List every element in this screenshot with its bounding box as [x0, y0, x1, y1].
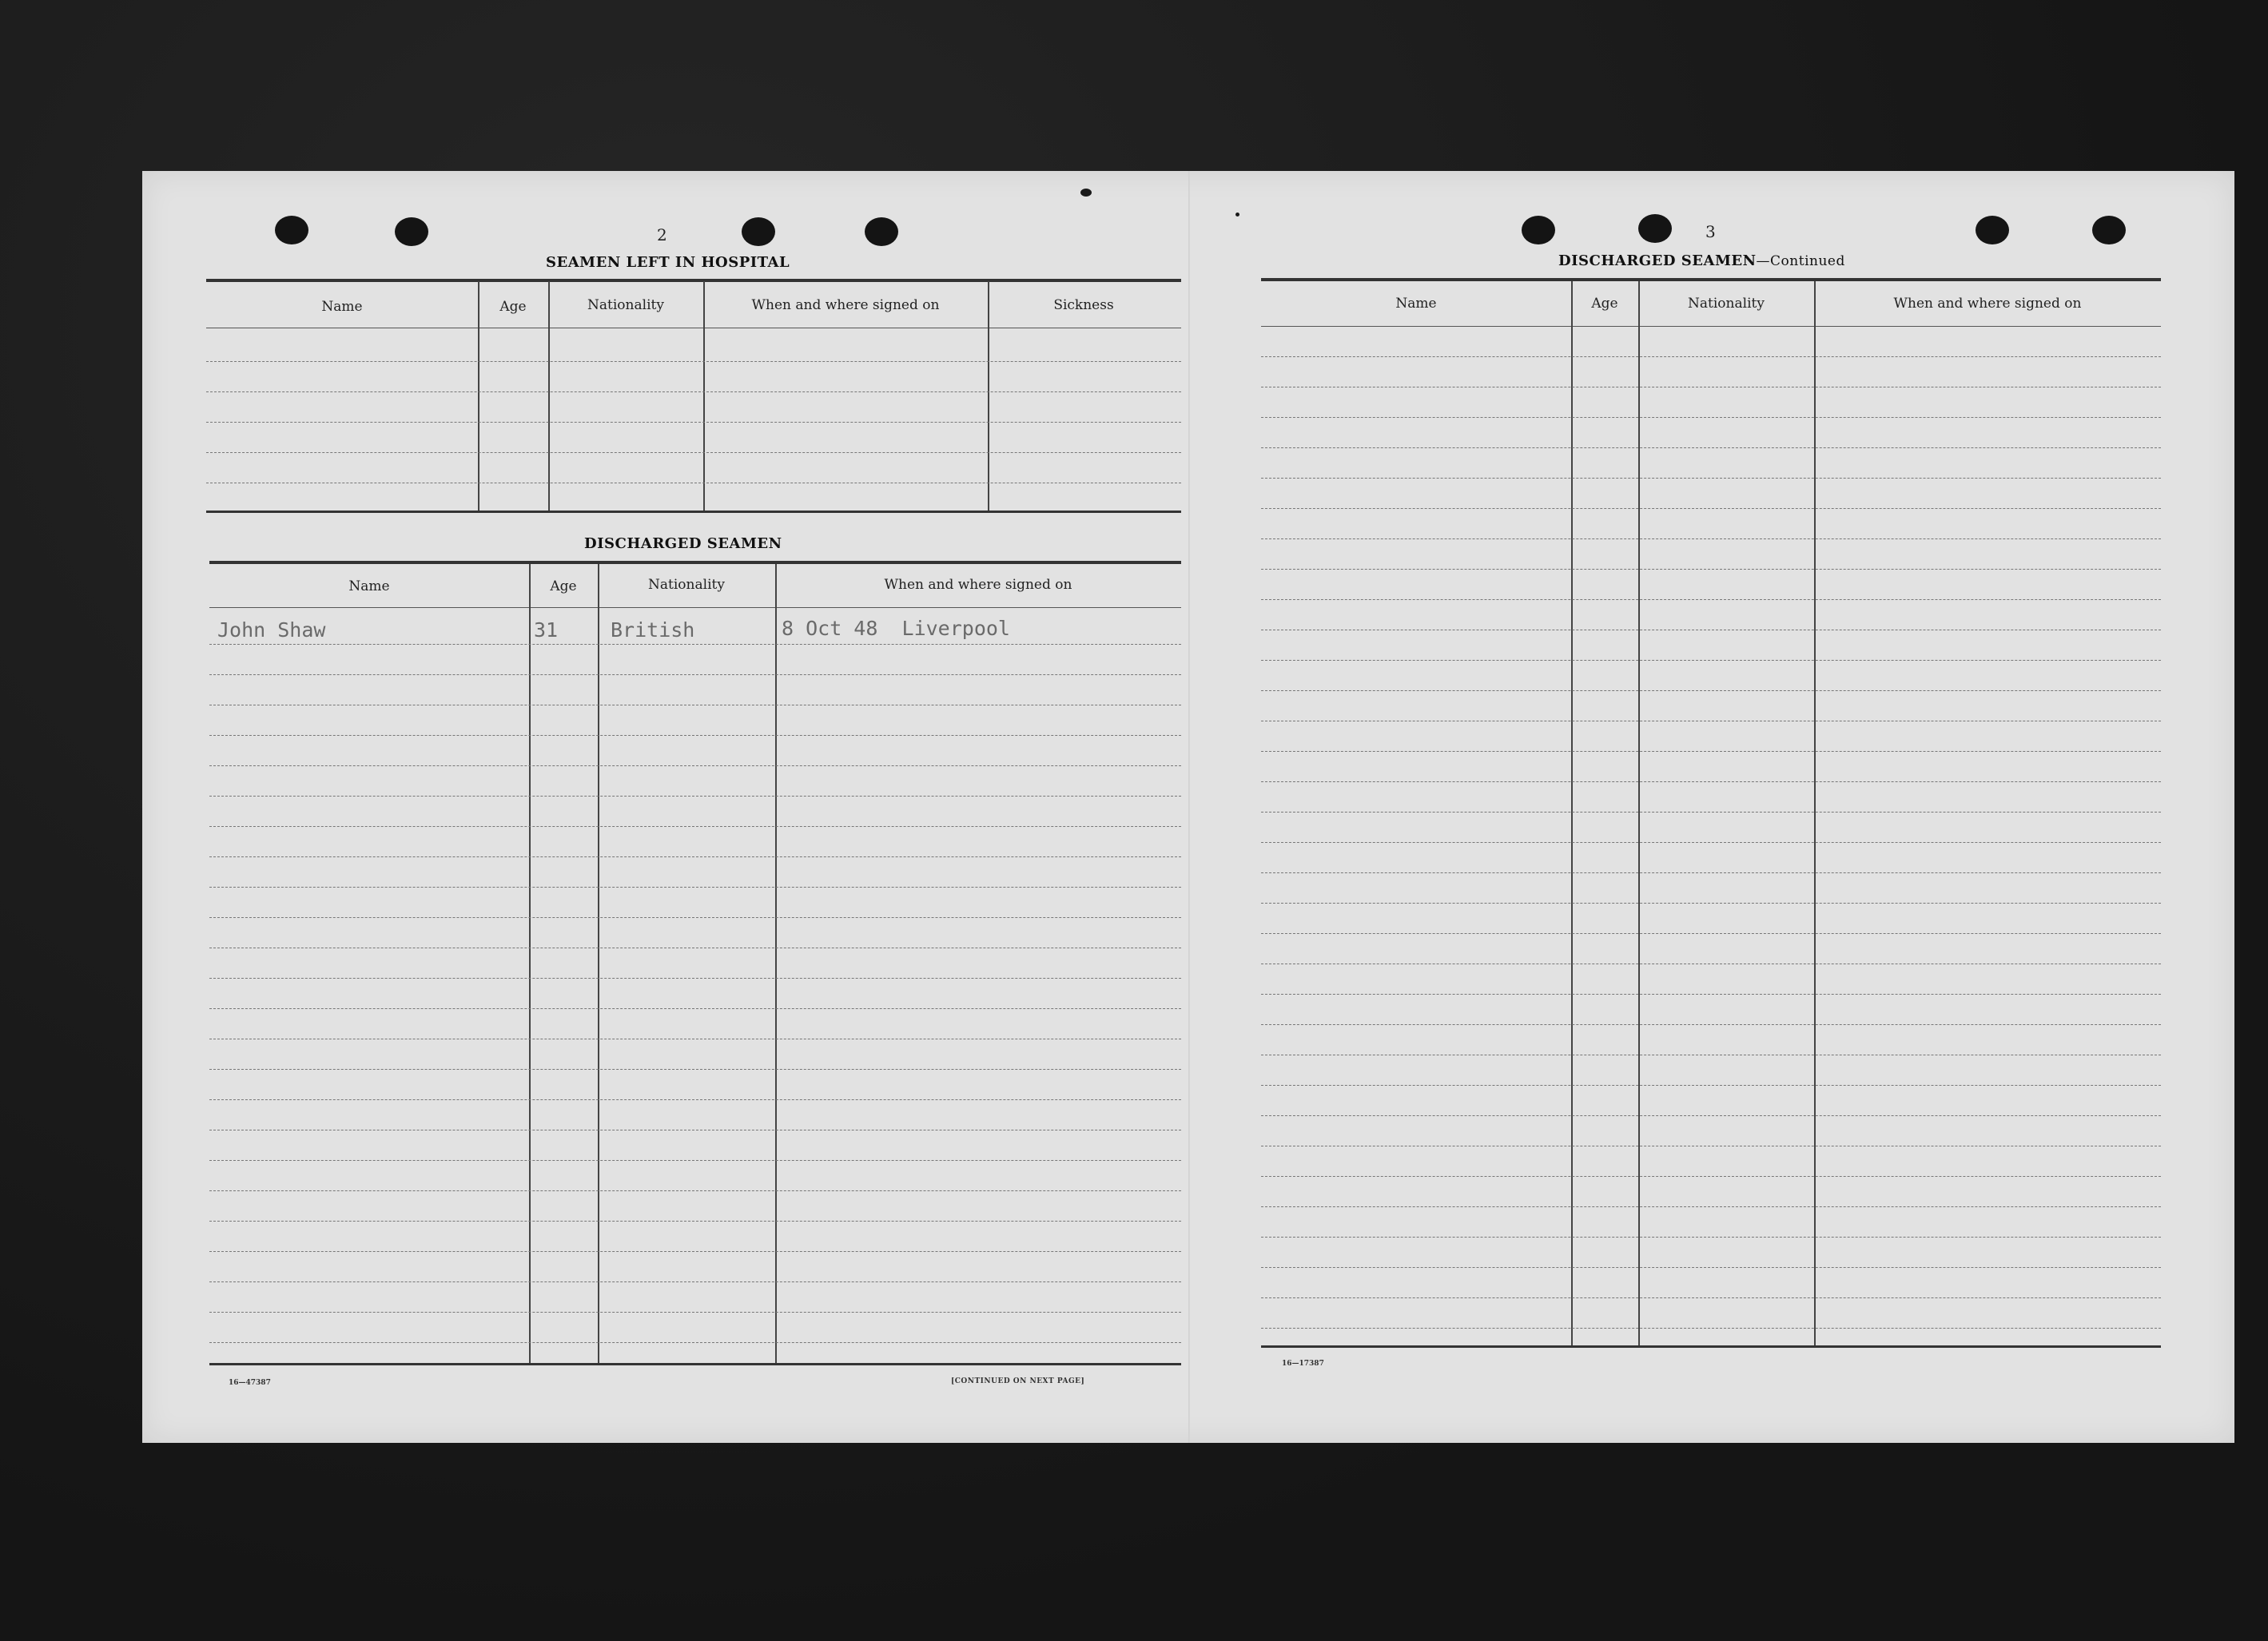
ledger-row-line [1261, 1085, 2161, 1086]
ledger-row-line [1261, 1176, 2161, 1177]
ledger-row-line [209, 765, 1181, 766]
discharged-section-title: DISCHARGED SEAMEN [584, 535, 782, 552]
entry-age: 31 [534, 618, 559, 642]
ledger-row-line [209, 735, 1181, 736]
continued-note: [CONTINUED ON NEXT PAGE] [951, 1377, 1085, 1385]
right-top-rule [1261, 278, 2161, 281]
ledger-row-line [1261, 994, 2161, 995]
right-section-title [1558, 252, 1845, 269]
ledger-row-line [1261, 447, 2161, 448]
ledger-row-line [1261, 690, 2161, 691]
ledger-row-line [1261, 660, 2161, 661]
right-header-signed-on: When and where signed on [1893, 296, 2082, 312]
ledger-row-line [1261, 1024, 2161, 1025]
hospital-col-divider [548, 281, 550, 513]
ledger-row-line [1261, 781, 2161, 782]
ledger-row-line [209, 1160, 1181, 1161]
discharged-bottom-rule [209, 1363, 1181, 1365]
punch-hole [2092, 216, 2126, 244]
ledger-row-line [209, 1251, 1181, 1252]
right-title-main: DISCHARGED SEAMEN [1558, 252, 1757, 269]
ledger-row-line [209, 1342, 1181, 1343]
ledger-row-line [1261, 933, 2161, 934]
ledger-row-line [209, 1099, 1181, 1100]
punch-hole [395, 217, 428, 246]
hospital-col-divider [988, 281, 989, 513]
discharged-col-divider [529, 564, 531, 1363]
right-bottom-rule [1261, 1345, 2161, 1348]
ledger-row-line [209, 674, 1181, 675]
center-fold [1188, 171, 1190, 1443]
right-col-divider [1814, 281, 1816, 1347]
ledger-row-line [209, 1221, 1181, 1222]
ledger-row-line [1261, 1328, 2161, 1329]
right-page-number: 3 [1705, 222, 1716, 241]
ledger-row-line [209, 917, 1181, 918]
ledger-row-line [209, 978, 1181, 979]
ledger-row-line [209, 796, 1181, 797]
discharged-header-signed-on: When and where signed on [884, 577, 1072, 593]
ledger-row-line [209, 1190, 1181, 1191]
right-header-rule [1261, 326, 2161, 327]
discharged-col-divider [775, 564, 777, 1363]
ledger-row-line [209, 826, 1181, 827]
ledger-spread [142, 171, 2234, 1443]
ledger-row-line [1261, 569, 2161, 570]
ledger-row-line [209, 644, 1181, 645]
ledger-row-line [1261, 872, 2161, 873]
discharged-header-nationality: Nationality [648, 577, 725, 593]
ledger-row-line [209, 1281, 1181, 1282]
right-col-divider [1638, 281, 1640, 1347]
hospital-row-line [206, 422, 1181, 423]
left-form-code: 16—47387 [229, 1379, 271, 1387]
right-header-nationality: Nationality [1688, 296, 1765, 312]
ledger-row-line [1261, 1267, 2161, 1268]
hospital-col-divider [703, 281, 705, 513]
hospital-header-signed-on: When and where signed on [751, 297, 940, 313]
ledger-row-line [1261, 417, 2161, 418]
ledger-row-line [209, 1312, 1181, 1313]
hospital-section-title: SEAMEN LEFT IN HOSPITAL [546, 254, 790, 271]
ledger-row-line [209, 1008, 1181, 1009]
hospital-bottom-rule [206, 511, 1181, 513]
hospital-header-sickness: Sickness [1053, 297, 1114, 313]
hospital-top-rule [206, 279, 1181, 282]
ledger-row-line [1261, 508, 2161, 509]
ledger-row-line [209, 856, 1181, 857]
hospital-row-line [206, 452, 1181, 453]
entry-signed-on: 8 Oct 48 Liverpool [782, 617, 1010, 640]
ledger-row-line [1261, 478, 2161, 479]
right-header-age: Age [1591, 296, 1618, 312]
hospital-header-age: Age [499, 299, 527, 315]
punch-hole [1638, 214, 1672, 243]
discharged-col-divider [598, 564, 599, 1363]
ledger-row-line [1261, 1237, 2161, 1238]
right-col-divider [1571, 281, 1573, 1347]
hospital-header-name: Name [321, 299, 363, 315]
ledger-row-line [1261, 538, 2161, 539]
hospital-header-nationality: Nationality [587, 297, 664, 313]
punch-hole [275, 216, 308, 244]
entry-nationality: British [611, 618, 695, 642]
right-title-continued: —Continued [1756, 253, 1845, 269]
discharged-top-rule [209, 561, 1181, 564]
ledger-row-line [1261, 751, 2161, 752]
discharged-header-name: Name [348, 578, 390, 594]
punch-hole [1522, 216, 1555, 244]
ledger-row-line [1261, 599, 2161, 600]
punch-hole [742, 217, 775, 246]
right-header-name: Name [1395, 296, 1437, 312]
hospital-row-line [206, 361, 1181, 362]
entry-name: John Shaw [217, 618, 326, 642]
ledger-row-line [209, 887, 1181, 888]
ink-speck [1235, 213, 1239, 217]
hospital-col-divider [478, 281, 479, 513]
ink-speck [1080, 189, 1092, 197]
ledger-row-line [209, 1069, 1181, 1070]
ledger-row-line [1261, 1206, 2161, 1207]
ledger-row-line [1261, 812, 2161, 813]
ledger-row-line [1261, 842, 2161, 843]
hospital-row-line [206, 391, 1181, 392]
punch-hole [1976, 216, 2009, 244]
discharged-header-rule [209, 607, 1181, 608]
right-form-code: 16—17387 [1282, 1360, 1324, 1368]
ledger-row-line [1261, 1297, 2161, 1298]
ledger-row-line [1261, 1115, 2161, 1116]
discharged-header-age: Age [550, 578, 577, 594]
left-page-number: 2 [657, 225, 667, 244]
ledger-row-line [1261, 356, 2161, 357]
punch-hole [865, 217, 898, 246]
ledger-row-line [1261, 903, 2161, 904]
